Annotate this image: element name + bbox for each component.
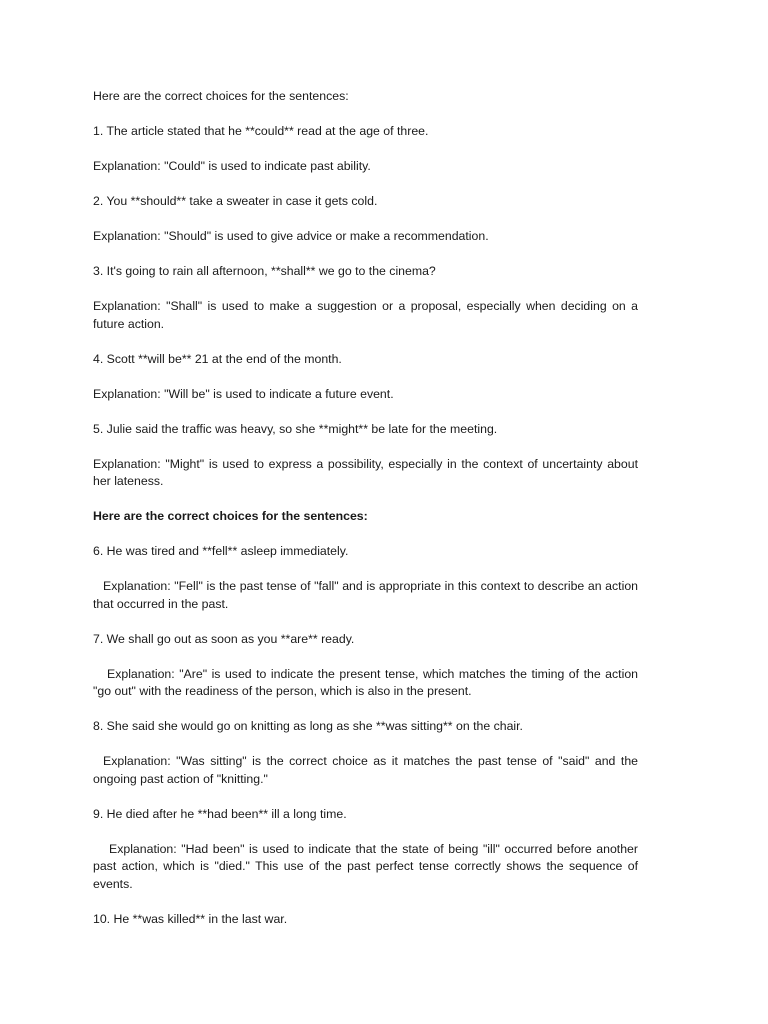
sentence-7: 7. We shall go out as soon as you **are** ready.: [93, 631, 355, 646]
sentence-3: 3. It's going to rain all afternoon, **shall** we go to the cinema?: [93, 264, 436, 278]
explanation-1: Explanation: "Could" is used to indicate past ability.: [93, 159, 371, 173]
explanation-2: Explanation: "Should" is used to give advice or make a recommendation.: [93, 229, 489, 243]
intro-text: Here are the correct choices for the sentences:: [93, 89, 349, 103]
explanation-8: Explanation: "Was sitting" is the correct choice as it matches the past tense of "said" and the ongoing past action of "knitting.": [93, 754, 638, 786]
sentence-4: 4. Scott **will be** 21 at the end of the month.: [93, 351, 342, 366]
document-page: [93, 88, 638, 946]
explanation-9: Explanation: "Had been" is used to indicate that the state of being "ill" occurred before another past action, which is "died." This use of the past perfect tense correctly shows the sequence of events.: [93, 841, 638, 891]
explanation-5: Explanation: "Might" is used to express a possibility, especially in the context of uncertainty about her lateness.: [93, 456, 638, 488]
sentence-8: 8. She said she would go on knitting as long as she **was sitting** on the chair.: [93, 719, 523, 733]
explanation-4: Explanation: "Will be" is used to indicate a future event.: [93, 386, 394, 401]
sentence-6: 6. He was tired and **fell** asleep immediately.: [93, 544, 349, 558]
sentence-9: 9. He died after he **had been** ill a long time.: [93, 806, 347, 821]
section-heading: Here are the correct choices for the sentences:: [93, 509, 368, 523]
explanation-3: Explanation: "Shall" is used to make a suggestion or a proposal, especially when deciding on a future action.: [93, 299, 638, 331]
explanation-7: Explanation: "Are" is used to indicate the present tense, which matches the timing of the action "go out" with the readiness of the person, which is also in the present.: [93, 666, 638, 698]
sentence-1: 1. The article stated that he **could** read at the age of three.: [93, 124, 429, 138]
sentence-10: 10. He **was killed** in the last war.: [93, 911, 288, 926]
sentence-2: 2. You **should** take a sweater in case it gets cold.: [93, 194, 378, 208]
sentence-5: 5. Julie said the traffic was heavy, so she **might** be late for the meeting.: [93, 421, 498, 436]
explanation-6: Explanation: "Fell" is the past tense of "fall" and is appropriate in this context to describe an action that occurred in the past.: [93, 579, 638, 611]
